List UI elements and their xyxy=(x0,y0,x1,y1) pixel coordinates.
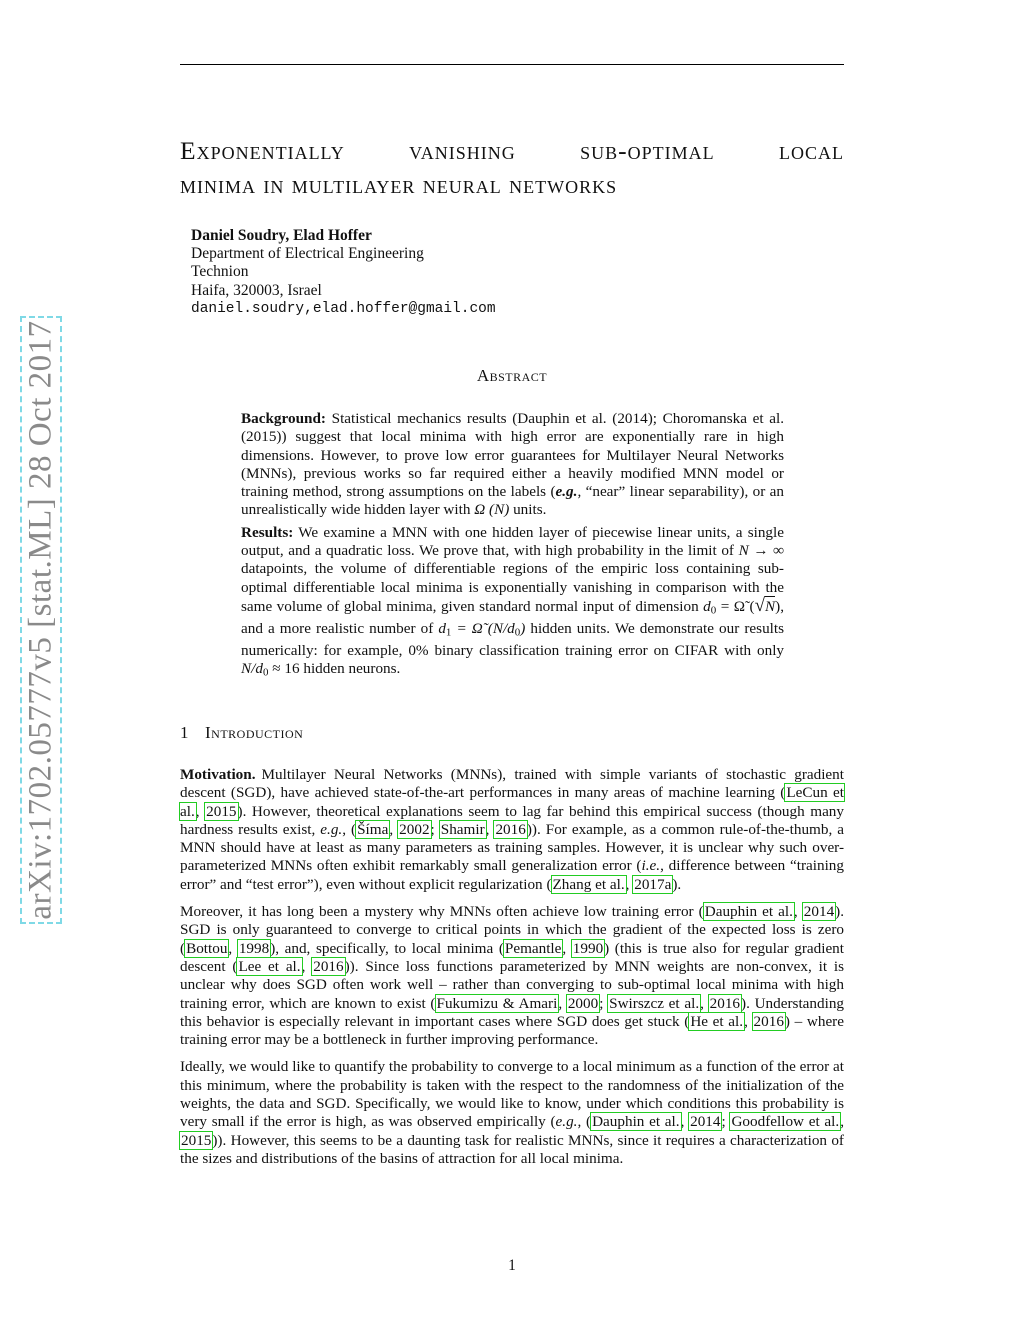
author-institution: Technion xyxy=(191,263,249,281)
introduction-body xyxy=(180,766,844,1177)
citation-link[interactable]: 2016 xyxy=(313,957,344,975)
arxiv-identifier[interactable]: arXiv:1702.05777v5 [stat.ML] 28 Oct 2017 xyxy=(22,320,59,920)
citation-link[interactable]: Dauphin et al. xyxy=(704,903,793,921)
citation-link[interactable]: 2016 xyxy=(495,820,526,838)
citation-link[interactable]: He et al. xyxy=(690,1012,744,1030)
paragraph-mystery: Moreover, it has long been a mystery why MNNs often achieve low training error (Dauphin et al., 2014). SGD is only guaranteed to converge to critical points in which the gradient of the expected loss is zero (Bottou, 1998), and, specifically, to local minima (Pemantle, 1990) (this is true also for regular gradient descent (Lee et al., 2016)). Since loss functions parameterized by MNN weights are non-convex, it is unclear why does SGD often work well – rather than converging to sub-optimal local minima with high training error, which are known to exist (Fukumizu & Amari, 2000; Swirszcz et al., 2016). Understanding this behavior is especially relevant in important cases where SGD does get stuck (He et al., 2016) – where training error may be a bottleneck in further improving performance. xyxy=(180,903,845,1049)
abstract-heading: Abstract xyxy=(476,366,548,385)
citation-link[interactable]: 2017a xyxy=(634,875,672,893)
citation-link[interactable]: 2002 xyxy=(399,820,430,838)
citation-link[interactable]: Shamir xyxy=(440,820,485,838)
citation-link[interactable]: Šíma xyxy=(357,820,389,838)
author-names: Daniel Soudry, Elad Hoffer xyxy=(191,227,372,244)
top-rule xyxy=(180,64,844,65)
author-location: Haifa, 320003, Israel xyxy=(191,281,322,299)
paper-title xyxy=(180,134,844,202)
citation-link[interactable]: 1998 xyxy=(238,939,270,957)
math-zero-percent: 0% xyxy=(408,642,429,660)
citation-link[interactable]: 2014 xyxy=(690,1113,721,1131)
citation-link[interactable]: 1990 xyxy=(572,939,604,957)
citation-link[interactable]: 2016 xyxy=(709,994,741,1012)
results-label: Results: xyxy=(241,523,294,541)
math-omega-n: Ω (N) xyxy=(474,501,510,519)
page-number: 1 xyxy=(508,1257,516,1274)
author-block xyxy=(191,227,496,318)
citation-link[interactable]: 2014 xyxy=(803,903,835,921)
abstract-background: Background: Statistical mechanics results (Dauphin et al. (2014); Choromanska et al. (2015)) suggest that local minima with high error are exponentially rare in high dimensions. However, to prove low error guarantees for Multilayer Neural Networks (MNNs), previous works so far required either a heavily modified MNN model or training method, strong assumptions on the labels (e.g., “near” linear separability), or an unrealistically wide hidden layer with Ω (N) units. xyxy=(241,410,785,519)
paragraph-ideally: Ideally, we would like to quantify the probability to converge to a local minimum as a function of the error at this minimum, where the probability is taken with the respect to the randomness of the initialization of the weights, the data and SGD. Specifically, we would like to know, under which conditions this probability is very small if the error is high, as was observed empirically (e.g., (Dauphin et al., 2014; Goodfellow et al., 2015)). However, this seems to be a daunting task for realistic MNNs, since it requires a characterization of the sizes and distributions of the basins of attraction for all local minima. xyxy=(180,1058,844,1167)
citation-link[interactable]: Swirszcz et al. xyxy=(609,994,700,1012)
citation-link[interactable]: Dauphin et al. xyxy=(592,1113,680,1131)
motivation-label: Motivation. xyxy=(180,766,256,783)
citation-link[interactable]: Lee et al. xyxy=(238,957,301,975)
abstract-results: Results: We examine a MNN with one hidden layer of piecewise linear units, a single output, and a quadratic loss. We prove that, with high probability in the limit of N → ∞ datapoints, the volume of differentiable regions of the empiric loss containing sub-optimal differentiable local minima is exponentially vanishing in comparison with the same volume of global minima, given standard normal input of dimension $d_0$ = Ω̃ (√N), and a more realistic number of $d_1$ = Ω̃ $(N/d_0)$ hidden units. We demonstrate our results numerically: for example, 0% binary classification training error on CIFAR with only $N/d_0 \approx 16$ hidden neurons. xyxy=(241,523,785,680)
math-d0: $d_0$ = Ω̃ (√N) xyxy=(703,594,781,617)
citation-link[interactable]: Zhang et al. xyxy=(552,875,625,893)
math-limit: N → ∞ xyxy=(738,542,784,560)
paragraph-motivation: Motivation. Multilayer Neural Networks (MNNs), trained with simple variants of stochastic gradient descent (SGD), have achieved state-of-the-art performances in many areas of machine learning (LeCun et al., 2015). However, theoretical explanations seem to lag far behind this empirical success (though many hardness results exist, e.g., (Šíma, 2002; Shamir, 2016)). For example, as a common rule-of-the-thumb, a MNN should have at least as many parameters as training samples. However, it is unclear why such over-parameterized MNNs often exhibit remarkably small generalization error (i.e., difference between “training error” and “test error”), even without explicit regularization (Zhang et al., 2017a). xyxy=(180,766,845,893)
author-department: Department of Electrical Engineering xyxy=(191,245,424,263)
section-title: Introduction xyxy=(205,723,304,742)
paper-title-line-1: Exponentially vanishing sub-optimal local xyxy=(180,136,844,165)
citation-link[interactable]: Bottou xyxy=(186,939,228,957)
math-d1: $d_1$ = Ω̃ $(N/d_0)$ xyxy=(438,620,526,639)
author-email: daniel.soudry,elad.hoffer@gmail.com xyxy=(191,300,496,317)
citation-link[interactable]: Goodfellow et al. xyxy=(731,1113,840,1131)
math-ratio: $N/d_0$ xyxy=(241,660,269,680)
citation-link[interactable]: 2016 xyxy=(753,1012,784,1030)
citation-link[interactable]: 2000 xyxy=(567,994,599,1012)
paper-title-line-2: minima in multilayer neural networks xyxy=(180,170,618,199)
citation-link[interactable]: 2015 xyxy=(181,1131,212,1149)
citation-link[interactable]: LeCun et al. xyxy=(180,784,845,820)
abstract xyxy=(241,410,784,686)
citation-link[interactable]: Pemantle xyxy=(504,939,562,957)
section-number: 1 xyxy=(180,723,189,742)
background-label: Background: xyxy=(241,410,326,427)
citation-link[interactable]: 2015 xyxy=(206,802,237,820)
section-heading-introduction xyxy=(180,723,303,743)
citation-link[interactable]: Fukumizu & Amari xyxy=(436,994,558,1012)
